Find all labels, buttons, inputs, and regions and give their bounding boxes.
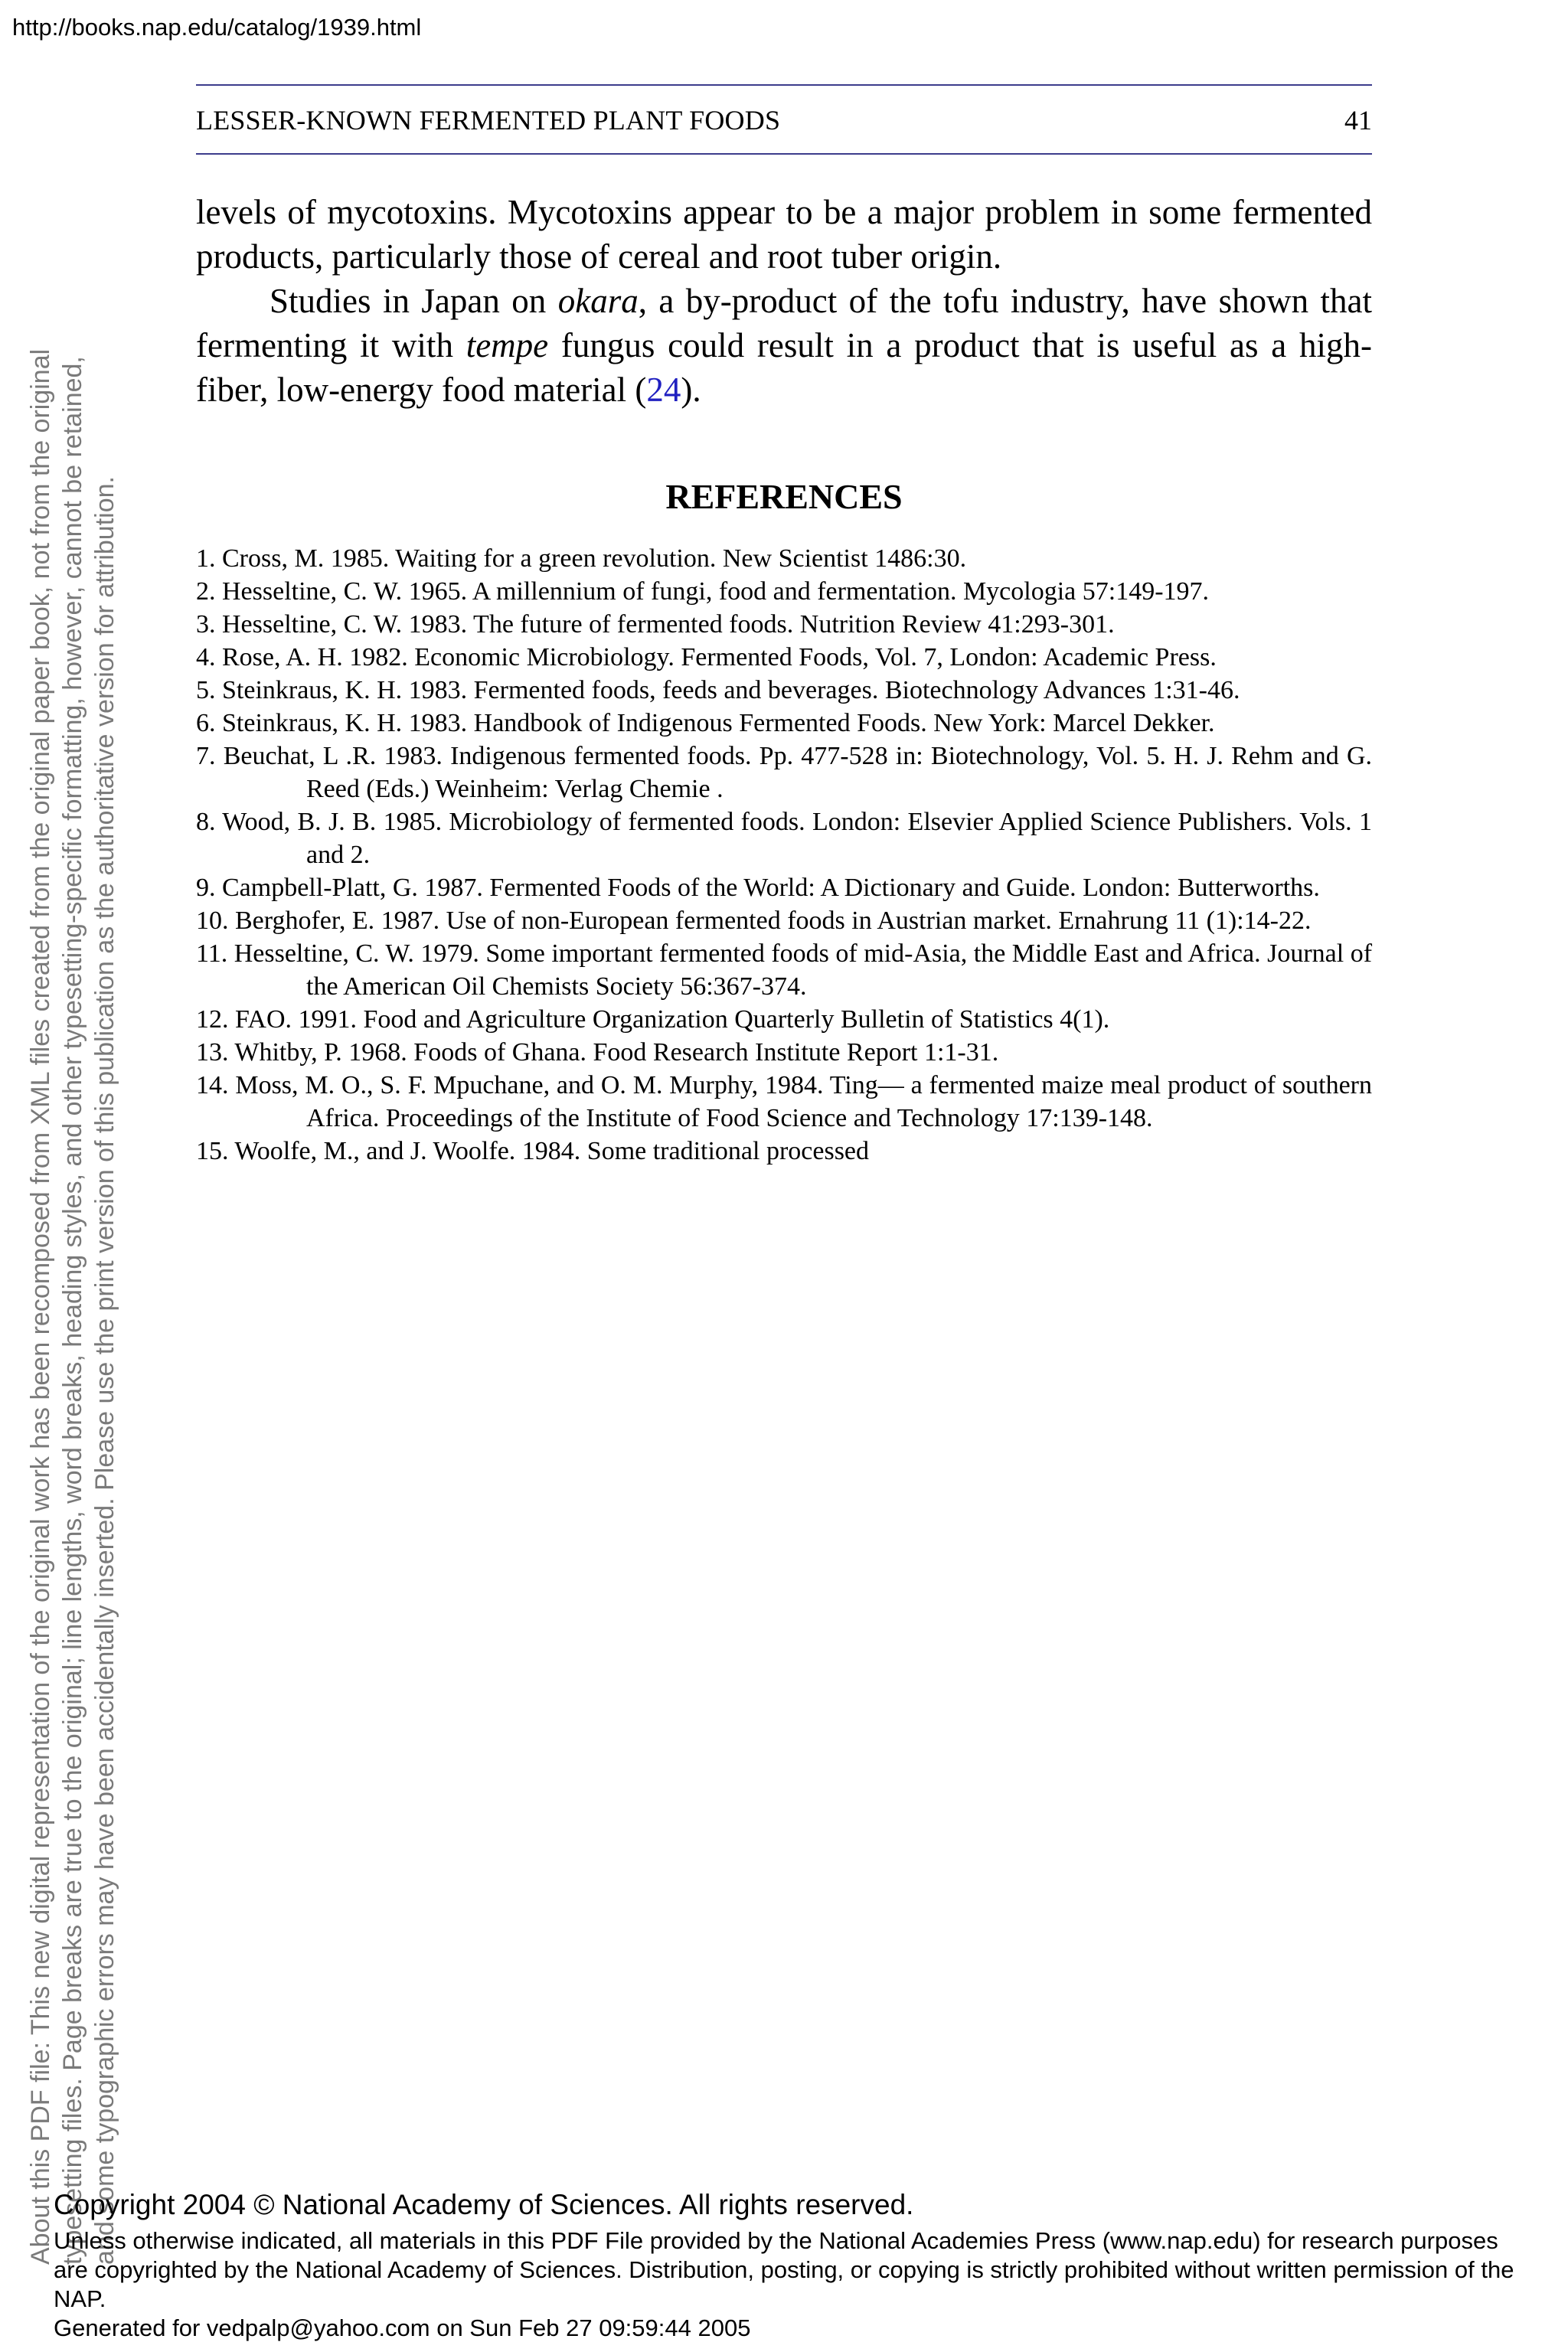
pdf-notice-line: typesetting files. Page breaks are true to the original; line lengths, word breaks, heading styles, and other typesetting-specific formatting, however, cannot be retained,: [58, 356, 87, 2265]
pdf-notice-sidebar: [24, 129, 121, 2265]
pdf-notice-line: and some typographic errors may have been accidentally inserted. Please use the print version of this publication as the authoritative version for attribution.: [90, 476, 119, 2265]
reference-item: 4. Rose, A. H. 1982. Economic Microbiology. Fermented Foods, Vol. 7, London: Academic Press.: [196, 643, 1217, 671]
reference-item: 6. Steinkraus, K. H. 1983. Handbook of Indigenous Fermented Foods. New York: Marcel Dekker.: [196, 709, 1215, 737]
reference-item: 5. Steinkraus, K. H. 1983. Fermented foods, feeds and beverages. Biotechnology Advances 1:31-46.: [196, 676, 1240, 704]
reference-item: 11. Hesseltine, C. W. 1979. Some important fermented foods of mid-Asia, the Middle East and Africa. Journal of the American Oil Chemists Society 56:367-374.: [196, 939, 1373, 1001]
body-text: [196, 190, 1372, 412]
references-list: [196, 542, 1372, 1168]
copyright-notice: Copyright 2004 © National Academy of Sciences. All rights reserved.: [54, 2189, 914, 2220]
reference-item: 14. Moss, M. O., S. F. Mpuchane, and O. M. Murphy, 1984. Ting— a fermented maize meal product of southern Africa. Proceedings of the Institute of Food Science and Technology 17:139-148.: [196, 1071, 1372, 1132]
references-heading: REFERENCES: [665, 477, 903, 516]
page-header: [196, 84, 1372, 155]
page-footer: [54, 2188, 1539, 2343]
paragraph: levels of mycotoxins. Mycotoxins appear to be a major problem in some fermented products, particularly those of cereal and root tuber origin.: [196, 193, 1372, 276]
page-number: 41: [1344, 105, 1372, 136]
text-run: fungus could result in a product that is useful as a high-fiber, low-energy food material (: [196, 326, 1372, 409]
running-title: LESSER-KNOWN FERMENTED PLANT FOODS: [196, 105, 781, 136]
paragraph: [196, 279, 1372, 412]
text-run: ).: [681, 371, 701, 409]
reference-item: 13. Whitby, P. 1968. Foods of Ghana. Food Research Institute Report 1:1-31.: [196, 1038, 999, 1067]
italic-term: okara: [557, 282, 639, 320]
reference-link[interactable]: 24: [646, 371, 681, 409]
reference-item: 1. Cross, M. 1985. Waiting for a green revolution. New Scientist 1486:30.: [196, 544, 967, 573]
reference-item: 12. FAO. 1991. Food and Agriculture Organization Quarterly Bulletin of Statistics 4(1).: [196, 1005, 1110, 1034]
generated-notice: Generated for vedpalp@yahoo.com on Sun Feb 27 09:59:44 2005: [54, 2314, 751, 2341]
reference-item: 8. Wood, B. J. B. 1985. Microbiology of fermented foods. London: Elsevier Applied Science Publishers. Vols. 1 and 2.: [196, 808, 1372, 869]
rights-notice: Unless otherwise indicated, all materials in this PDF File provided by the National Academies Press (www.nap.edu) for research purposes are copyrighted by the National Academy of Sciences. Distribution, posting, or copying is strictly prohibited without written permission of the NAP.: [54, 2227, 1514, 2312]
text-run: Studies in Japan on: [270, 282, 558, 320]
reference-item: 2. Hesseltine, C. W. 1965. A millennium of fungi, food and fermentation. Mycologia 57:149-197.: [196, 577, 1210, 606]
reference-item: 15. Woolfe, M., and J. Woolfe. 1984. Some traditional processed: [196, 1137, 870, 1165]
pdf-notice-line: About this PDF file: This new digital representation of the original work has been recomposed from XML files created from the original paper book, not from the original: [26, 348, 55, 2265]
reference-item: 10. Berghofer, E. 1987. Use of non-European fermented foods in Austrian market. Ernahrung 11 (1):14-22.: [196, 906, 1312, 935]
italic-term: tempe: [466, 326, 549, 364]
reference-item: 7. Beuchat, L .R. 1983. Indigenous fermented foods. Pp. 477-528 in: Biotechnology, Vol. 5. H. J. Rehm and G. Reed (Eds.) Weinheim: Verlag Chemie .: [196, 742, 1372, 803]
text-run: , a by-product of the tofu industry, have shown that fermenting it with: [196, 282, 1372, 364]
source-url[interactable]: http://books.nap.edu/catalog/1939.html: [12, 14, 422, 41]
reference-item: 3. Hesseltine, C. W. 1983. The future of fermented foods. Nutrition Review 41:293-301.: [196, 610, 1115, 639]
reference-item: 9. Campbell-Platt, G. 1987. Fermented Foods of the World: A Dictionary and Guide. London: Butterworths.: [196, 874, 1320, 902]
